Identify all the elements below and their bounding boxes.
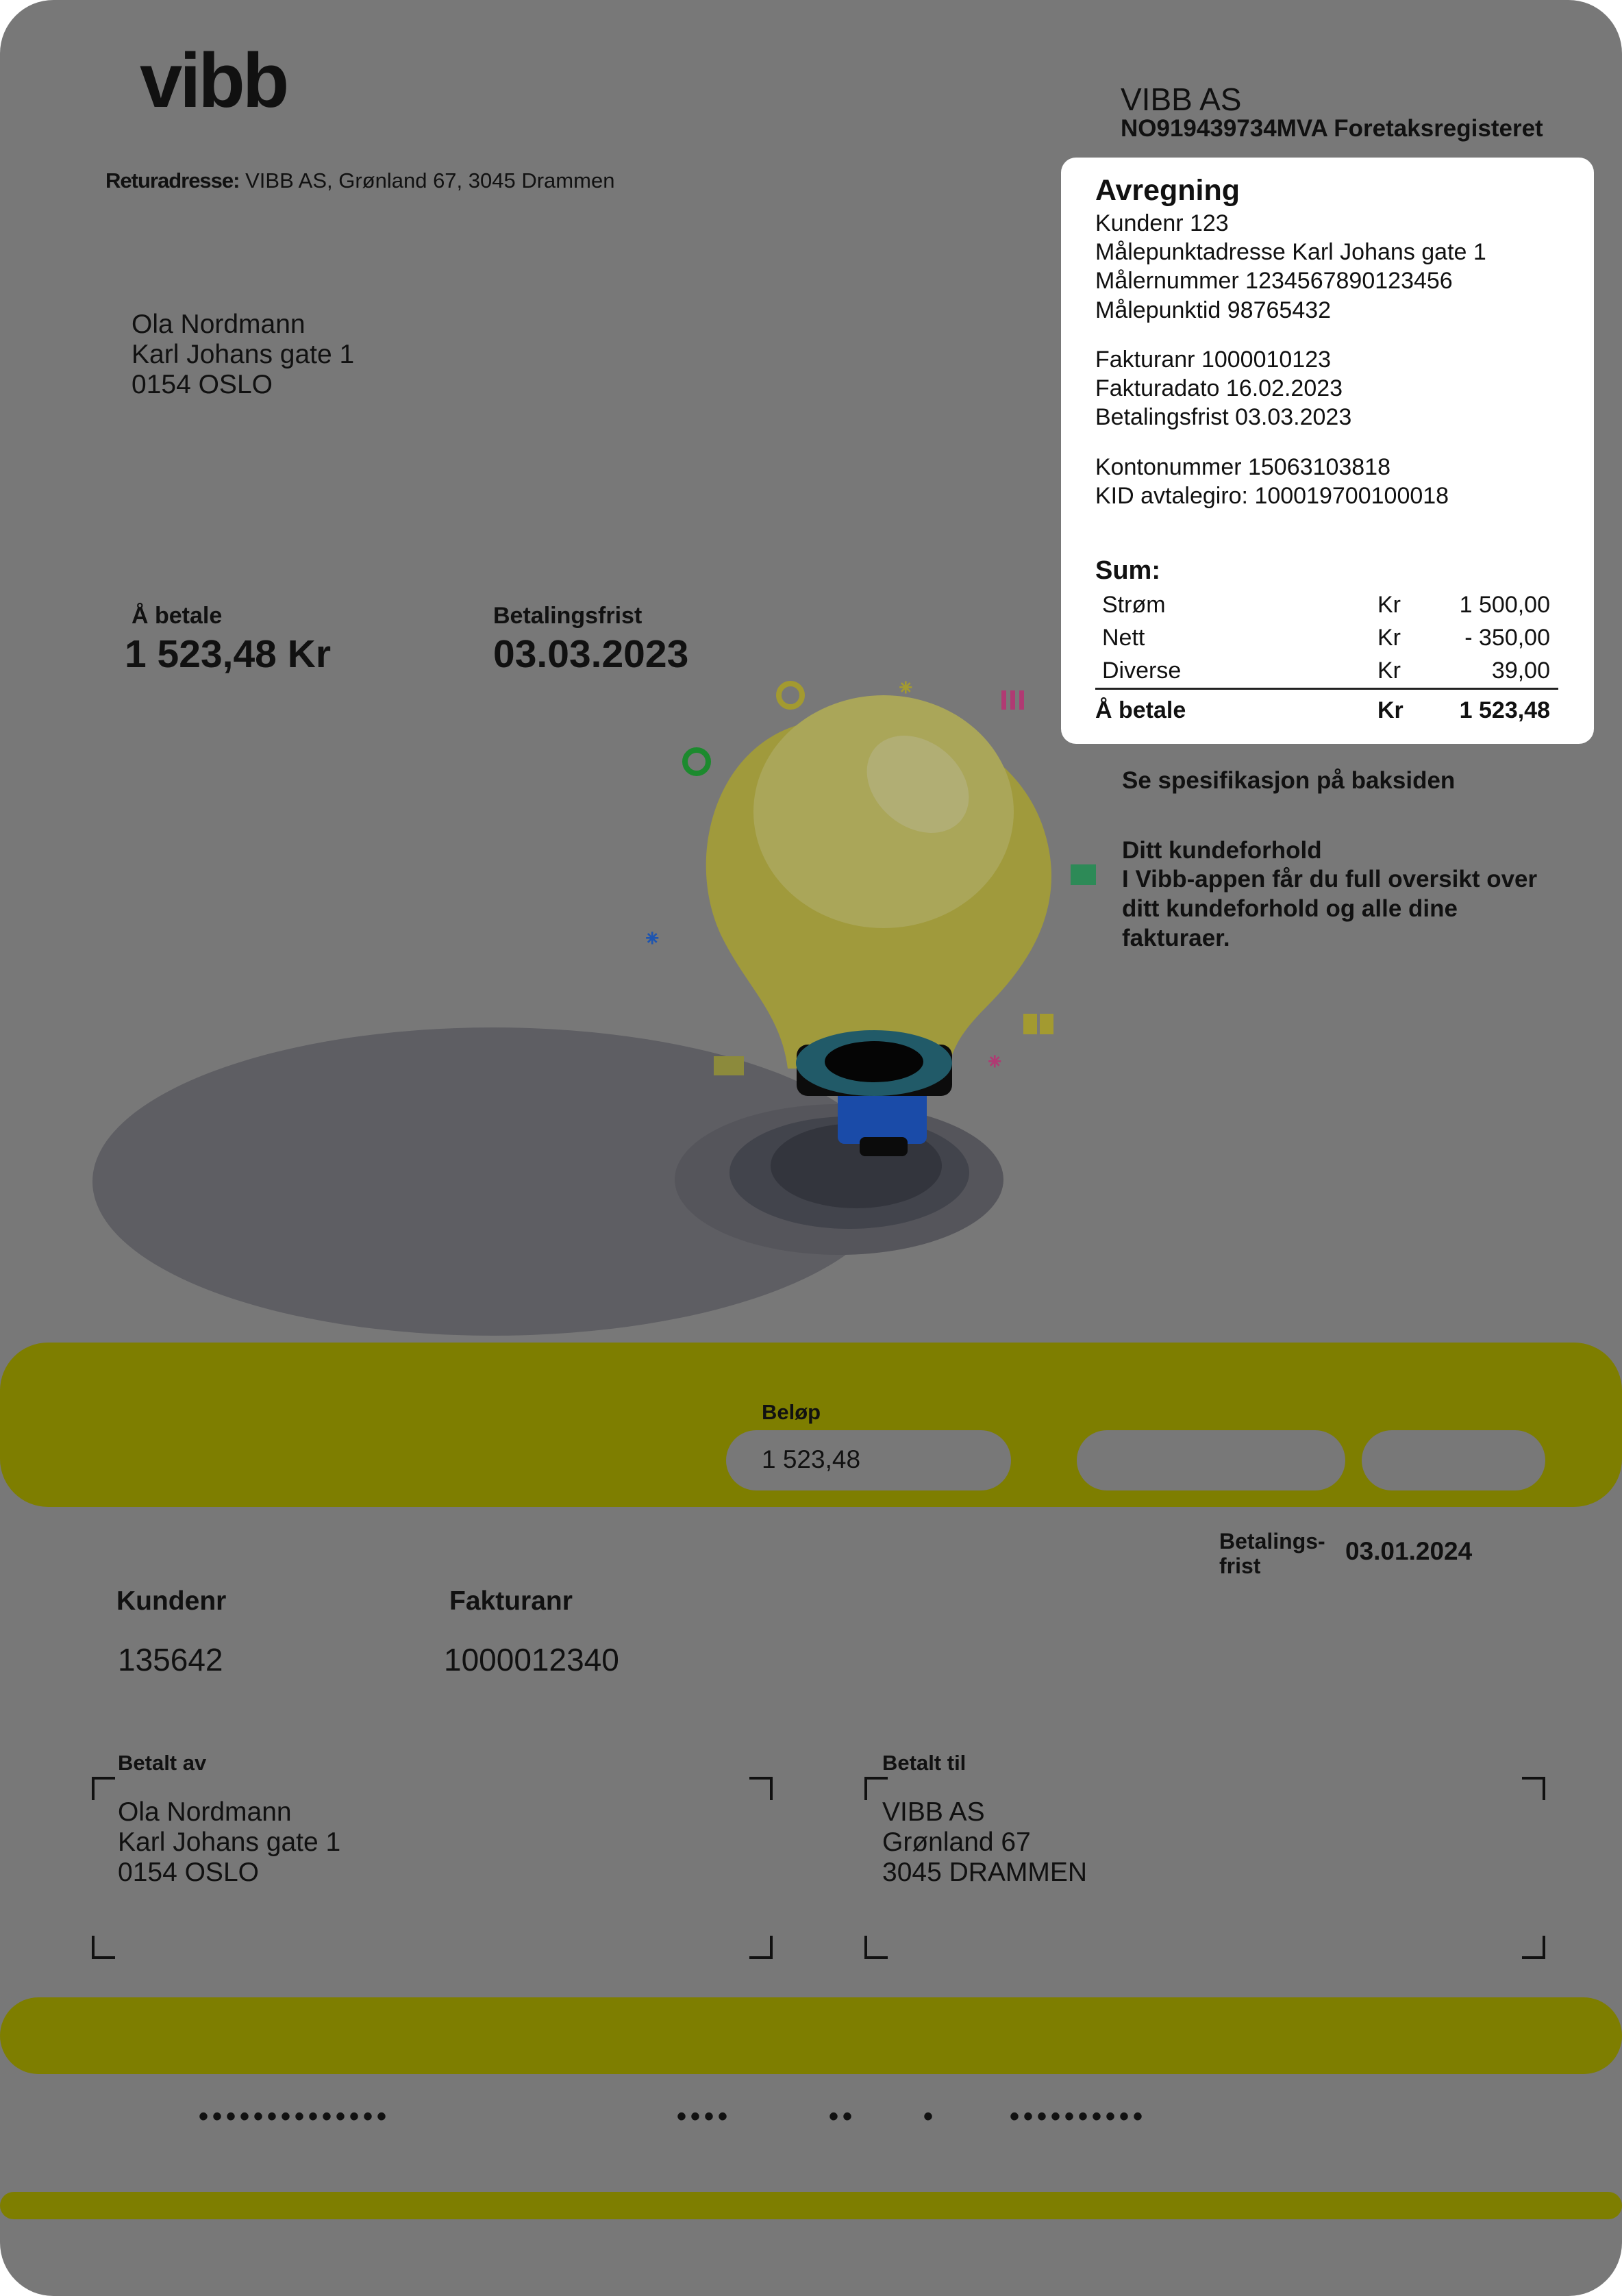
settlement-meter-address: Målepunktadresse Karl Johans gate 1 xyxy=(1095,239,1486,265)
bulb-neck-hole xyxy=(825,1041,923,1082)
settlement-meter-number: Målernummer 1234567890123456 xyxy=(1095,268,1453,294)
paid-to-label: Betalt til xyxy=(882,1751,966,1775)
return-address-text: VIBB AS, Grønland 67, 3045 Drammen xyxy=(245,169,615,192)
bottom-band xyxy=(0,2192,1622,2219)
decor-star-pink: ⁕ xyxy=(985,1049,1005,1076)
paid-to-box xyxy=(864,1777,1545,1959)
sum-row-unit: Kr xyxy=(1377,625,1401,651)
sum-row xyxy=(1095,625,1558,656)
paid-to-address xyxy=(882,1797,1087,1888)
vibb-logo: vibb xyxy=(140,38,287,123)
decor-bars-yellow-2 xyxy=(1040,1014,1053,1034)
settlement-account-no: Kontonummer 15063103818 xyxy=(1095,454,1390,480)
decor-bars-pink-2 xyxy=(1010,690,1015,710)
settlement-invoice-date: Fakturadato 16.02.2023 xyxy=(1095,375,1343,401)
paid-by-street: Karl Johans gate 1 xyxy=(118,1827,341,1857)
giro-due-label-line2: frist xyxy=(1219,1553,1261,1578)
paid-to-postal: 3045 DRAMMEN xyxy=(882,1858,1088,1887)
giro-customer-value: 135642 xyxy=(118,1642,223,1677)
org-number: NO919439734MVA Foretaksregisteret xyxy=(1121,115,1543,142)
sum-heading: Sum: xyxy=(1095,556,1160,585)
sum-row xyxy=(1095,658,1558,689)
sum-row-value: 39,00 xyxy=(1491,658,1550,684)
giro-customer-label: Kundenr xyxy=(116,1586,227,1616)
settlement-invoice-no: Fakturanr 1000010123 xyxy=(1095,347,1332,373)
amount-value: 1 523,48 xyxy=(762,1445,861,1473)
paid-to-name: VIBB AS xyxy=(882,1797,985,1827)
decor-circle-yellow xyxy=(779,684,802,707)
relation-title: Ditt kundeforhold xyxy=(1122,837,1322,864)
to-pay-amount: 1 523,48 Kr xyxy=(125,632,332,676)
corner-mark xyxy=(749,1777,773,1800)
giro-invoice-label: Fakturanr xyxy=(449,1586,573,1616)
sum-row xyxy=(1095,592,1558,623)
to-pay-label: Å betale xyxy=(132,603,223,629)
return-address xyxy=(105,169,614,193)
recipient-postal: 0154 OSLO xyxy=(132,370,273,399)
giro-invoice-value: 1000012340 xyxy=(444,1642,619,1677)
code-dots: •••• xyxy=(677,2101,732,2132)
decor-bars-olive xyxy=(714,1056,744,1075)
due-date-label: Betalingsfrist xyxy=(493,603,642,629)
paid-to-street: Grønland 67 xyxy=(882,1827,1031,1857)
amount-kroner-field[interactable] xyxy=(1077,1430,1345,1490)
sum-total-row xyxy=(1095,697,1558,729)
decor-bars-pink-3 xyxy=(1019,690,1024,710)
due-date-value: 03.03.2023 xyxy=(493,632,689,676)
sum-row-value: 1 500,00 xyxy=(1459,592,1550,618)
corner-mark xyxy=(864,1936,888,1959)
settlement-meter-id: Målepunktid 98765432 xyxy=(1095,297,1332,323)
amount-ore-field[interactable] xyxy=(1362,1430,1545,1490)
bulb-highlight xyxy=(753,695,1014,928)
sum-row-unit: Kr xyxy=(1377,592,1401,618)
code-dots: • xyxy=(923,2101,938,2132)
recipient-address xyxy=(132,310,354,400)
bulb-base xyxy=(838,1089,927,1144)
decor-star-yellow: ⁕ xyxy=(896,675,916,702)
corner-mark xyxy=(1522,1777,1545,1800)
giro-due-value: 03.01.2024 xyxy=(1345,1537,1473,1565)
settlement-customer-no: Kundenr 123 xyxy=(1095,210,1229,236)
return-label: Returadresse: xyxy=(105,169,240,192)
paid-by-box xyxy=(92,1777,773,1959)
corner-mark xyxy=(1522,1936,1545,1959)
paid-by-address xyxy=(118,1797,340,1888)
relation-text: I Vibb-appen får du full oversikt over ditt kundeforhold og alle dine fakturaer. xyxy=(1122,866,1538,951)
signature-band xyxy=(0,1997,1622,2074)
giro-due-label xyxy=(1219,1529,1325,1578)
code-dots: •• xyxy=(829,2101,857,2132)
sum-total-value: 1 523,48 xyxy=(1459,697,1550,723)
code-dots: •••••••••• xyxy=(1010,2101,1147,2132)
sum-row-name: Diverse xyxy=(1102,658,1182,684)
spec-note: Se spesifikasjon på baksiden xyxy=(1122,767,1456,794)
corner-mark xyxy=(92,1936,115,1959)
recipient-name: Ola Nordmann xyxy=(132,310,305,339)
paid-by-label: Betalt av xyxy=(118,1751,207,1775)
corner-mark xyxy=(749,1936,773,1959)
bulb-contact xyxy=(860,1137,908,1156)
corner-mark xyxy=(92,1777,115,1800)
settlement-title: Avregning xyxy=(1095,174,1240,207)
lightbulb-illustration xyxy=(0,658,1096,1336)
sum-total-unit: Kr xyxy=(1377,697,1403,723)
code-dots: •••••••••••••• xyxy=(199,2101,391,2132)
paid-by-name: Ola Nordmann xyxy=(118,1797,292,1827)
sum-row-name: Nett xyxy=(1102,625,1145,651)
amount-field[interactable] xyxy=(726,1430,1011,1490)
decor-star-blue: ⁕ xyxy=(642,925,662,953)
amount-label: Beløp xyxy=(762,1400,821,1424)
giro-due-label-line1: Betalings- xyxy=(1219,1529,1325,1553)
sum-row-value: - 350,00 xyxy=(1464,625,1550,651)
company-name: VIBB AS xyxy=(1121,82,1242,117)
settlement-card xyxy=(1061,158,1594,744)
paid-by-postal: 0154 OSLO xyxy=(118,1858,259,1887)
corner-mark xyxy=(864,1777,888,1800)
recipient-street: Karl Johans gate 1 xyxy=(132,340,355,369)
decor-bars-pink-1 xyxy=(1001,690,1006,710)
decor-bars-yellow-1 xyxy=(1023,1014,1037,1034)
sum-divider xyxy=(1095,688,1558,690)
decor-square-green xyxy=(1071,864,1096,885)
sum-total-name: Å betale xyxy=(1095,697,1186,723)
decor-circle-green xyxy=(685,750,708,773)
sum-row-name: Strøm xyxy=(1102,592,1166,618)
sum-row-unit: Kr xyxy=(1377,658,1401,684)
settlement-payment-deadline: Betalingsfrist 03.03.2023 xyxy=(1095,404,1352,430)
settlement-kid: KID avtalegiro: 100019700100018 xyxy=(1095,483,1449,509)
